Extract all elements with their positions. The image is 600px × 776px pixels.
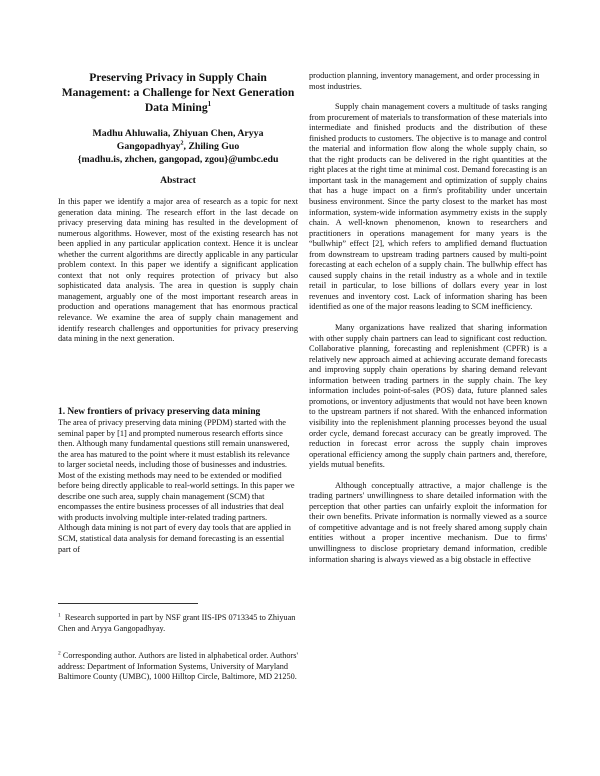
paper-title (58, 70, 298, 115)
author-block (58, 128, 298, 166)
section-1-body (58, 418, 298, 555)
paper-title-text: Preserving Privacy in Supply Chain Management: a Challenge for Next Generation Data Mining (61, 71, 295, 114)
paragraph-continued: production planning, inventory management, and order processing in most industries. (309, 71, 540, 91)
footnote-1 (58, 613, 298, 634)
footnote-1-text: Research supported in part by NSF grant IIS-IPS 0713345 to Zhiyuan Chen and Aryya Gangopadhyay. (58, 613, 296, 633)
abstract-text: In this paper we identify a major area of research as a topic for next generation data mining. The research effort in the last decade on privacy preserving data mining has resulted in the development of numerous algorithms. However, most of the existing research has not been applied in any particular application context. Hence it is unclear whether the current algorithms are directly applicable in any particular problem context. In this paper we identify a significant application context that not only requires protection of privacy but also sophisticated data analysis. The area in question is supply chain management, arguably one of the most important research areas in production and operations management that has enormous practical relevance. We examine the area of supply chain management and identify research challenges and opportunities for privacy preserving data mining in the next generation. (58, 197, 298, 344)
paragraph-supply-chain-management: Supply chain management covers a multitude of tasks ranging from procurement of materials to transformation of these materials into intermediate and finished products and the distribution of these finished products to customers. The objective is to manage and control the material and information flow along the whole supply chain, so that the right products can be delivered in the right quantities at the right places at the right time at minimal cost. Demand forecasting is an important task in the management and optimization of supply chains that has a huge impact on a firm's profitability under uncertain business environment. Since the party closest to the market has most information, system-wide information asymmetry exists in the supply chain. A well-known phenomenon, known to researchers and practitioners in operations management for many years is the “bullwhip” effect [2], which refers to amplified demand fluctuation from downstream to upstream trading partners caused by multi-point forecasting at each echelon of a supply chain. The bullwhip effect has caused supply chains in the retail industry as a whole and in textile retail in particular, to lose billions of dollars every year in lost revenues and inventory cost. Lack of information sharing has been identified as one of the major reasons leading to SCM inefficiency. (309, 102, 547, 312)
footnote-2-text: Corresponding author. Authors are listed in alphabetical order. Authors' address: Department of Information Systems, University of Maryland Baltimore County (UMBC), 1000 Hilltop Circle, Baltimore, MD 21250. (58, 651, 299, 681)
paragraph-information-sharing: Many organizations have realized that sharing information with other supply chain partners can lead to significant cost reduction. Collaborative planning, forecasting and replenishment (CPFR) is a relatively new approach aimed at achieving accurate demand forecasts and improving supply chain operations by sharing demand relevant information between trading partners in the supply chain. The key information includes point-of-sales (POS) data, future planned sales promotions, or inventory adjustments that would not have been known to the upstream partners if not shared. With the enhanced information visibility into the replenishment planning processes beyond the usual order cycle, demand forecast accuracy can be greatly improved. The reduction in forecast error across the supply chain improves operational efficiency among the supply chain partners and, therefore, yields mutual benefits. (309, 323, 547, 470)
abstract-block (58, 197, 298, 345)
author-emails: {madhu.is, zhchen, gangopad, zgou}@umbc.edu (77, 153, 279, 165)
footnote-2 (58, 651, 298, 683)
author-names (58, 128, 298, 154)
abstract-heading: Abstract (160, 175, 196, 186)
right-column-body (309, 71, 547, 565)
title-footnote-mark: 1 (207, 100, 212, 109)
author-names-a: Madhu Ahluwalia, Zhiyuan Chen, Aryya Gangopadhyay (92, 128, 264, 152)
footnote-rule (58, 603, 198, 604)
footnote-1-mark: 1 (58, 612, 61, 619)
paragraph-challenge: Although conceptually attractive, a major challenge is the trading partners' unwillingness to share detailed information with the perception that other parties can unfairly exploit the information for their own benefits. Private information is normally viewed as a source of competitive advantage and is not freely shared among supply chain entities without a proper incentive mechanism. Due to firms' unwillingness to disclose proprietary demand information, credible information sharing is always viewed as a big obstacle in effective (309, 480, 547, 564)
author-footnote-mark: 2 (180, 140, 184, 147)
section-1-text: The area of privacy preserving data mining (PPDM) started with the seminal paper by [1] and prompted numerous research efforts since then. Although many fundamental questions still remain unanswered, the area has matured to the point where it must establish its relevance to larger societal needs, including those of businesses and industries. Most of the existing methods may need to be extended or modified before being directly applicable to real-world settings. In this paper we describe one such area, supply chain management (SCM) that encompasses the entire business processes of all industries that deal with products involving multiple inter-related trading partners. Although data mining is not part of every day tools that are applied in SCM, statistical data analysis for demand forecasting is an essential part of (58, 418, 295, 554)
author-names-b: , Zhiling Guo (183, 140, 240, 152)
footnote-2-mark: 2 (58, 650, 61, 657)
section-1-heading: 1. New frontiers of privacy preserving data mining (58, 407, 261, 417)
